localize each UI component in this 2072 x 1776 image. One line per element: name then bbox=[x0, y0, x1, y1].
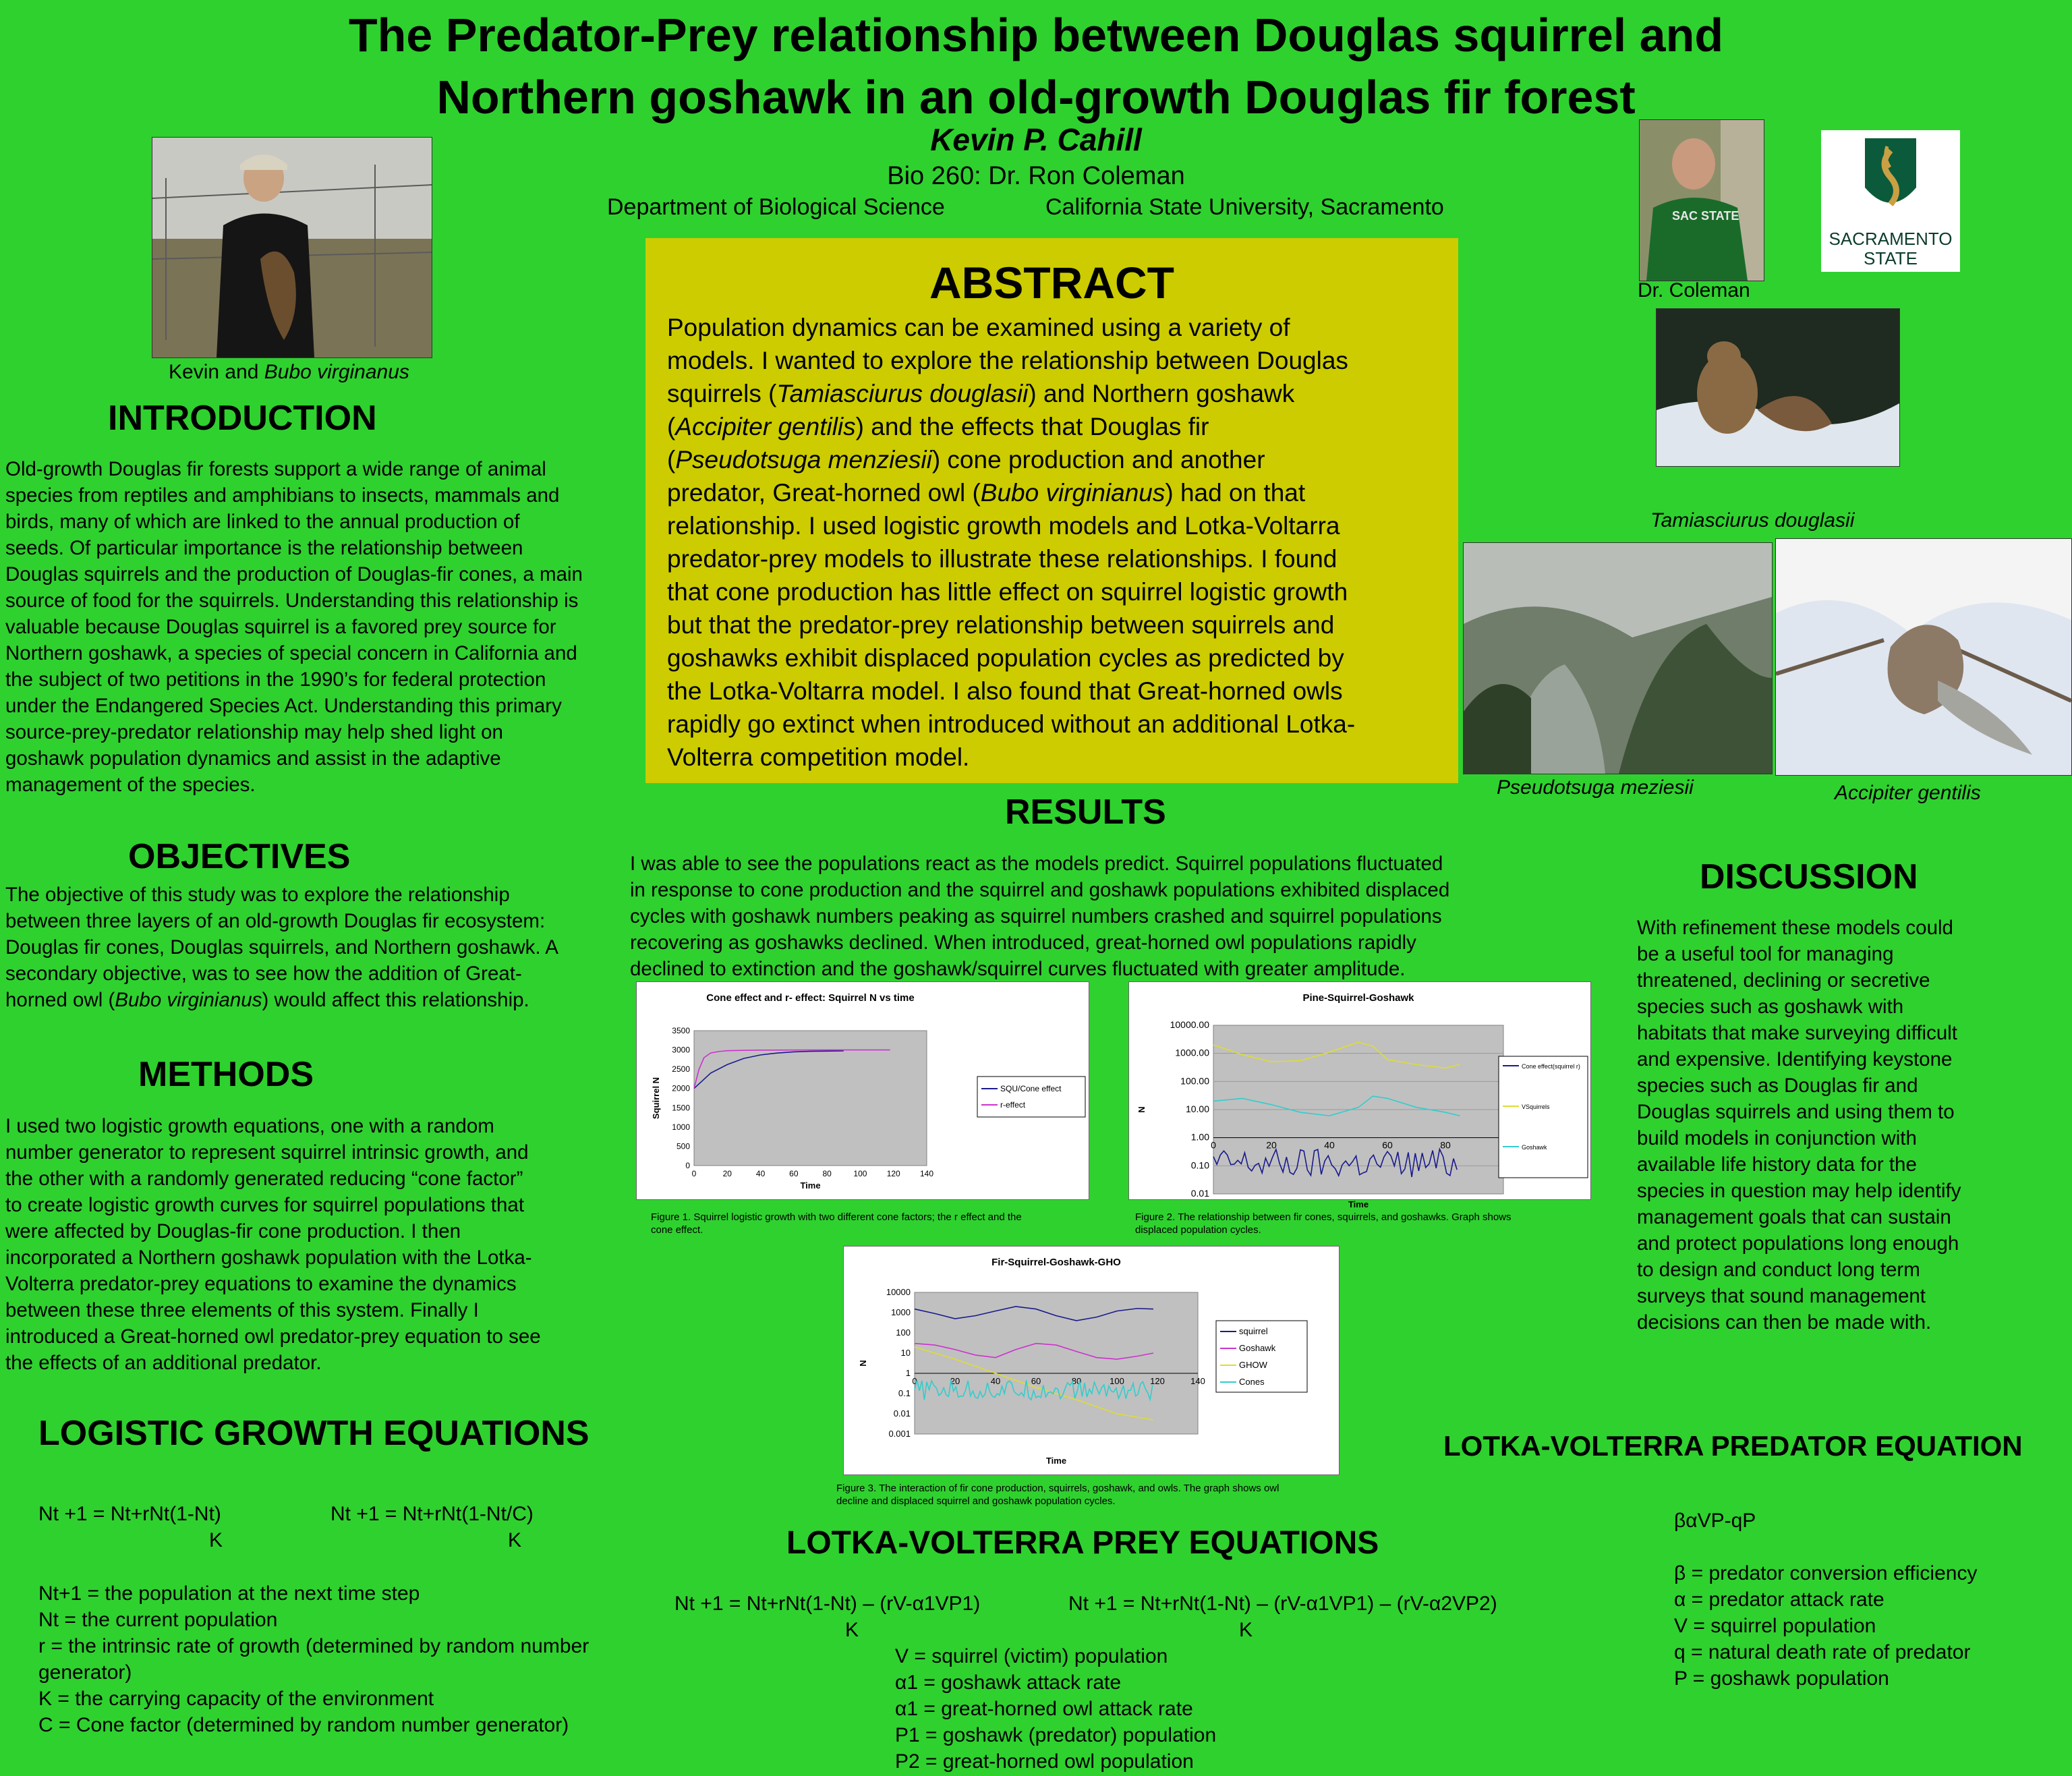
x-tick-label: 20 bbox=[722, 1169, 732, 1178]
figure-2-chart bbox=[1128, 981, 1591, 1209]
legend-label: SQU/Cone effect bbox=[1000, 1084, 1062, 1093]
squirrel-photo bbox=[1656, 308, 1900, 467]
goshawk-photo bbox=[1775, 538, 2072, 776]
y-tick-label: 0 bbox=[685, 1161, 690, 1170]
poster-title: The Predator-Prey relationship between Douglas squirrel and Northern goshawk in an old-growth Douglas fir forest bbox=[348, 9, 1724, 123]
logo-graphic bbox=[1821, 130, 1960, 272]
x-tick-label: 0 bbox=[691, 1169, 697, 1178]
abstract-box bbox=[645, 238, 1458, 783]
y-tick-label: 0.01 bbox=[893, 1408, 911, 1419]
logistic-eq-1: Nt +1 = Nt+rNt(1-Nt) K bbox=[38, 1503, 223, 1551]
prey-eq-1: Nt +1 = Nt+rNt(1-Nt) – (rV-α1VP1) K bbox=[674, 1593, 981, 1641]
y-tick-label: 0.001 bbox=[888, 1429, 911, 1439]
y-axis-label: N bbox=[858, 1360, 868, 1367]
y-tick-label: 3500 bbox=[672, 1026, 690, 1035]
y-tick-label: 0.10 bbox=[1190, 1159, 1209, 1171]
abstract-text: Population dynamics can be examined using a variety of models. I wanted to explore the relationship between Douglas squirrels (Tamiasciurus douglasii) and Northern goshawk (Accipiter gentilis) and the effects that Douglas fir (Pseudotsuga menziesii) cone production and another predator, Great-horned owl (Bubo virginianus) had on that relationship. I used logistic growth models and Lotka-Voltarra predator-prey models to illustrate these relationships. I found that cone production has little effect on squirrel logistic growth but that the predator-prey relationship between squirrels and goshawks exhibit displaced population cycles as predicted by the Lotka-Voltarra model. I also found that Great-horned owls rapidly go extinct when introduced without an additional Lotka- Volterra competition model. bbox=[667, 314, 1356, 771]
objectives-text: The objective of this study was to explore the relationship between three layers of an old-growth Douglas fir ecosystem: Douglas fir cones, Douglas squirrels, and Northern goshawk. A secondary objective, was to see how the addition of Great- horned owl (Bubo virginianus) would affect this relationship. bbox=[5, 884, 558, 1011]
legend-label: Goshawk bbox=[1239, 1343, 1276, 1353]
legend-label: squirrel bbox=[1239, 1326, 1268, 1336]
discussion-heading: DISCUSSION bbox=[1700, 857, 1918, 896]
y-tick-label: 10.00 bbox=[1185, 1104, 1209, 1114]
x-axis-label: Time bbox=[800, 1180, 821, 1191]
legend-label: Goshawk bbox=[1522, 1144, 1547, 1151]
chart1-svg bbox=[637, 982, 1089, 1199]
forest-photo bbox=[1463, 542, 1773, 774]
squirrel-caption: Tamiasciurus douglasii bbox=[1650, 509, 1855, 532]
figure-1-caption: Figure 1. Squirrel logistic growth with two different cone factors; the r effect and the cone effect. bbox=[651, 1211, 1022, 1236]
x-tick-label: 140 bbox=[1190, 1376, 1205, 1386]
x-tick-label: 80 bbox=[1071, 1376, 1082, 1386]
y-tick-label: 1000.00 bbox=[1175, 1047, 1209, 1058]
legend-label: Cone effect(squirrel r) bbox=[1522, 1063, 1580, 1070]
logistic-heading: LOGISTIC GROWTH EQUATIONS bbox=[38, 1414, 589, 1453]
x-axis-label: Time bbox=[1045, 1456, 1067, 1466]
discussion-text: With refinement these models could be a useful tool for managing threatened, declining or secretive species such as goshawk with habitats that make surveying difficult and expensive. Identifying keystone species such as Douglas fir and Douglas squirrels and using them to build models in conjunction with available life history data for the species in question may help identify management goals that can sustain and protect populations long enough to design and conduct long term surveys that sound management decisions can then be made with. bbox=[1637, 917, 1961, 1334]
course-name: Bio 260: Dr. Ron Coleman bbox=[887, 162, 1185, 190]
y-tick-label: 10000 bbox=[886, 1287, 911, 1297]
x-tick-label: 80 bbox=[1440, 1139, 1451, 1151]
kevin-photo bbox=[152, 137, 432, 358]
legend-label: VSquirrels bbox=[1522, 1104, 1550, 1110]
x-tick-label: 40 bbox=[755, 1169, 766, 1178]
x-tick-label: 80 bbox=[822, 1169, 832, 1178]
predator-eq: βαVP-qP bbox=[1674, 1510, 1756, 1532]
prey-definitions: V = squirrel (victim) population α1 = goshawk attack rate α1 = great-horned owl attack rate P1 = goshawk (predator) population P2 = great-horned owl population bbox=[895, 1645, 1217, 1773]
shirt-text: SAC STATE bbox=[1672, 209, 1739, 223]
prey-heading: LOTKA-VOLTERRA PREY EQUATIONS bbox=[786, 1525, 1379, 1561]
x-tick-label: 0 bbox=[912, 1376, 917, 1386]
logo-text-2: STATE bbox=[1864, 248, 1918, 268]
author-name: Kevin P. Cahill bbox=[930, 122, 1142, 157]
y-tick-label: 10000.00 bbox=[1170, 1019, 1209, 1030]
logo-text-1: SACRAMENTO bbox=[1829, 229, 1953, 249]
figure-1-chart bbox=[636, 981, 1089, 1200]
y-tick-label: 3000 bbox=[672, 1045, 690, 1055]
y-tick-label: 10 bbox=[900, 1348, 911, 1358]
coleman-photo bbox=[1639, 119, 1764, 281]
x-tick-label: 60 bbox=[1382, 1139, 1393, 1151]
objectives-heading: OBJECTIVES bbox=[128, 837, 351, 876]
chart2-svg bbox=[1129, 982, 1590, 1209]
y-axis-label: Squirrel N bbox=[651, 1077, 661, 1120]
chart-title: Cone effect and r- effect: Squirrel N vs time bbox=[706, 992, 915, 1004]
introduction-text: Old-growth Douglas fir forests support a wide range of animal species from reptiles and amphibians to insects, mammals and birds, many of which are linked to the annual production of seeds. Of particular importance is the relationship between Douglas squirrels and the production of Douglas-fir cones, a main source of food for the squirrels. Understanding this relationship is valuable because Douglas squirrel is a favored prey source for Northern goshawk, a species of special concern in California and the subject of two petitions in the 1990’s for federal protection under the Endangered Species Act. Understanding this primary source-prey-predator relationship may help shed light on goshawk population dynamics and assist in the adaptive management of the species. bbox=[5, 458, 583, 796]
sac-state-logo bbox=[1821, 130, 1960, 272]
x-axis-label: Time bbox=[1348, 1199, 1369, 1209]
legend-label: Cones bbox=[1239, 1377, 1265, 1387]
predator-definitions: β = predator conversion efficiency α = predator attack rate V = squirrel population q = natural death rate of predator P = goshawk population bbox=[1674, 1562, 1978, 1690]
figure-3-caption: Figure 3. The interaction of fir cone production, squirrels, goshawk, and owls. The graph shows owl decline and displaced squirrel and goshawk population cycles. bbox=[836, 1483, 1279, 1507]
y-tick-label: 100 bbox=[896, 1327, 911, 1338]
x-tick-label: 60 bbox=[789, 1169, 799, 1178]
legend-box bbox=[977, 1077, 1085, 1117]
chart3-svg bbox=[844, 1247, 1339, 1474]
kevin-caption: Kevin and Bubo virginanus bbox=[169, 361, 409, 383]
y-tick-label: 2500 bbox=[672, 1064, 690, 1075]
x-tick-label: 20 bbox=[1266, 1139, 1277, 1151]
prey-eq-2: Nt +1 = Nt+rNt(1-Nt) – (rV-α1VP1) – (rV-α2VP2) K bbox=[1068, 1593, 1497, 1641]
x-tick-label: 120 bbox=[1150, 1376, 1165, 1386]
y-tick-label: 1000 bbox=[672, 1122, 690, 1132]
methods-heading: METHODS bbox=[138, 1055, 314, 1094]
y-tick-label: 100.00 bbox=[1180, 1075, 1209, 1087]
y-tick-label: 0.1 bbox=[898, 1388, 911, 1398]
x-tick-label: 140 bbox=[919, 1169, 934, 1178]
x-tick-label: 20 bbox=[950, 1376, 960, 1386]
y-tick-label: 500 bbox=[676, 1141, 690, 1151]
legend-box bbox=[1499, 1056, 1588, 1178]
x-tick-label: 120 bbox=[886, 1169, 900, 1178]
figure-3-chart bbox=[843, 1246, 1340, 1475]
figure-2-caption: Figure 2. The relationship between fir cones, squirrels, and goshawks. Graph shows displaced population cycles. bbox=[1135, 1211, 1512, 1236]
logistic-eq-2: Nt +1 = Nt+rNt(1-Nt/C) K bbox=[330, 1503, 534, 1551]
methods-text: I used two logistic growth equations, one with a random number generator to represent squirrel intrinsic growth, and the other with a randomly generated reducing “cone factor” to create logistic growth curves for squirrel populations that were affected by Douglas-fir cone production. I then incorporated a Northern goshawk population with the Lotka- Volterra predator-prey equations to examine the dynamics between these three elements of this system. Finally I introduced a Great-horned owl predator-prey equation to see the effects of an additional predator. bbox=[5, 1115, 541, 1374]
goshawk-caption: Accipiter gentilis bbox=[1835, 782, 1981, 804]
y-axis-label: N bbox=[1136, 1106, 1147, 1113]
legend-label: r-effect bbox=[1000, 1100, 1026, 1110]
university: California State University, Sacramento bbox=[1045, 194, 1444, 220]
x-tick-label: 40 bbox=[990, 1376, 1001, 1386]
introduction-heading: INTRODUCTION bbox=[108, 399, 377, 438]
results-text: I was able to see the populations react as the models predict. Squirrel populations fluctuated in response to cone production and the squirrel and goshawk populations exhibited displaced cycles with goshawk numbers peaking as squirrel numbers crashed and squirrel populations recovering as goshawks declined. When introduced, great-horned owl populations rapidly declined to extinction and the goshawk/squirrel curves fluctuated with greater amplitude. bbox=[630, 853, 1450, 980]
x-tick-label: 100 bbox=[853, 1169, 867, 1178]
results-heading: RESULTS bbox=[1005, 793, 1166, 832]
chart-title: Pine-Squirrel-Goshawk bbox=[1302, 992, 1414, 1004]
x-tick-label: 100 bbox=[1110, 1376, 1124, 1386]
plot-area bbox=[915, 1292, 1198, 1434]
y-tick-label: 0.01 bbox=[1190, 1188, 1209, 1199]
chart-title: Fir-Squirrel-Goshawk-GHO bbox=[991, 1257, 1121, 1268]
logistic-definitions: Nt+1 = the population at the next time step Nt = the current population r = the intrinsic rate of growth (determined by random number generator) K = the carrying capacity of the environment C = Cone factor (determined by random number generator) bbox=[38, 1582, 589, 1736]
y-tick-label: 1500 bbox=[672, 1103, 690, 1113]
y-tick-label: 1000 bbox=[891, 1307, 911, 1317]
abstract-heading: ABSTRACT bbox=[929, 258, 1174, 308]
y-tick-label: 1 bbox=[905, 1368, 911, 1378]
forest-caption: Pseudotsuga meziesii bbox=[1497, 776, 1694, 799]
y-tick-label: 1.00 bbox=[1190, 1131, 1209, 1143]
x-tick-label: 0 bbox=[1211, 1139, 1216, 1151]
predator-heading: LOTKA-VOLTERRA PREDATOR EQUATION bbox=[1443, 1430, 2023, 1462]
x-tick-label: 40 bbox=[1324, 1139, 1335, 1151]
legend-label: GHOW bbox=[1239, 1360, 1267, 1370]
y-tick-label: 2000 bbox=[672, 1083, 690, 1093]
department: Department of Biological Science bbox=[607, 194, 945, 220]
coleman-caption: Dr. Coleman bbox=[1638, 279, 1750, 302]
x-tick-label: 60 bbox=[1031, 1376, 1041, 1386]
